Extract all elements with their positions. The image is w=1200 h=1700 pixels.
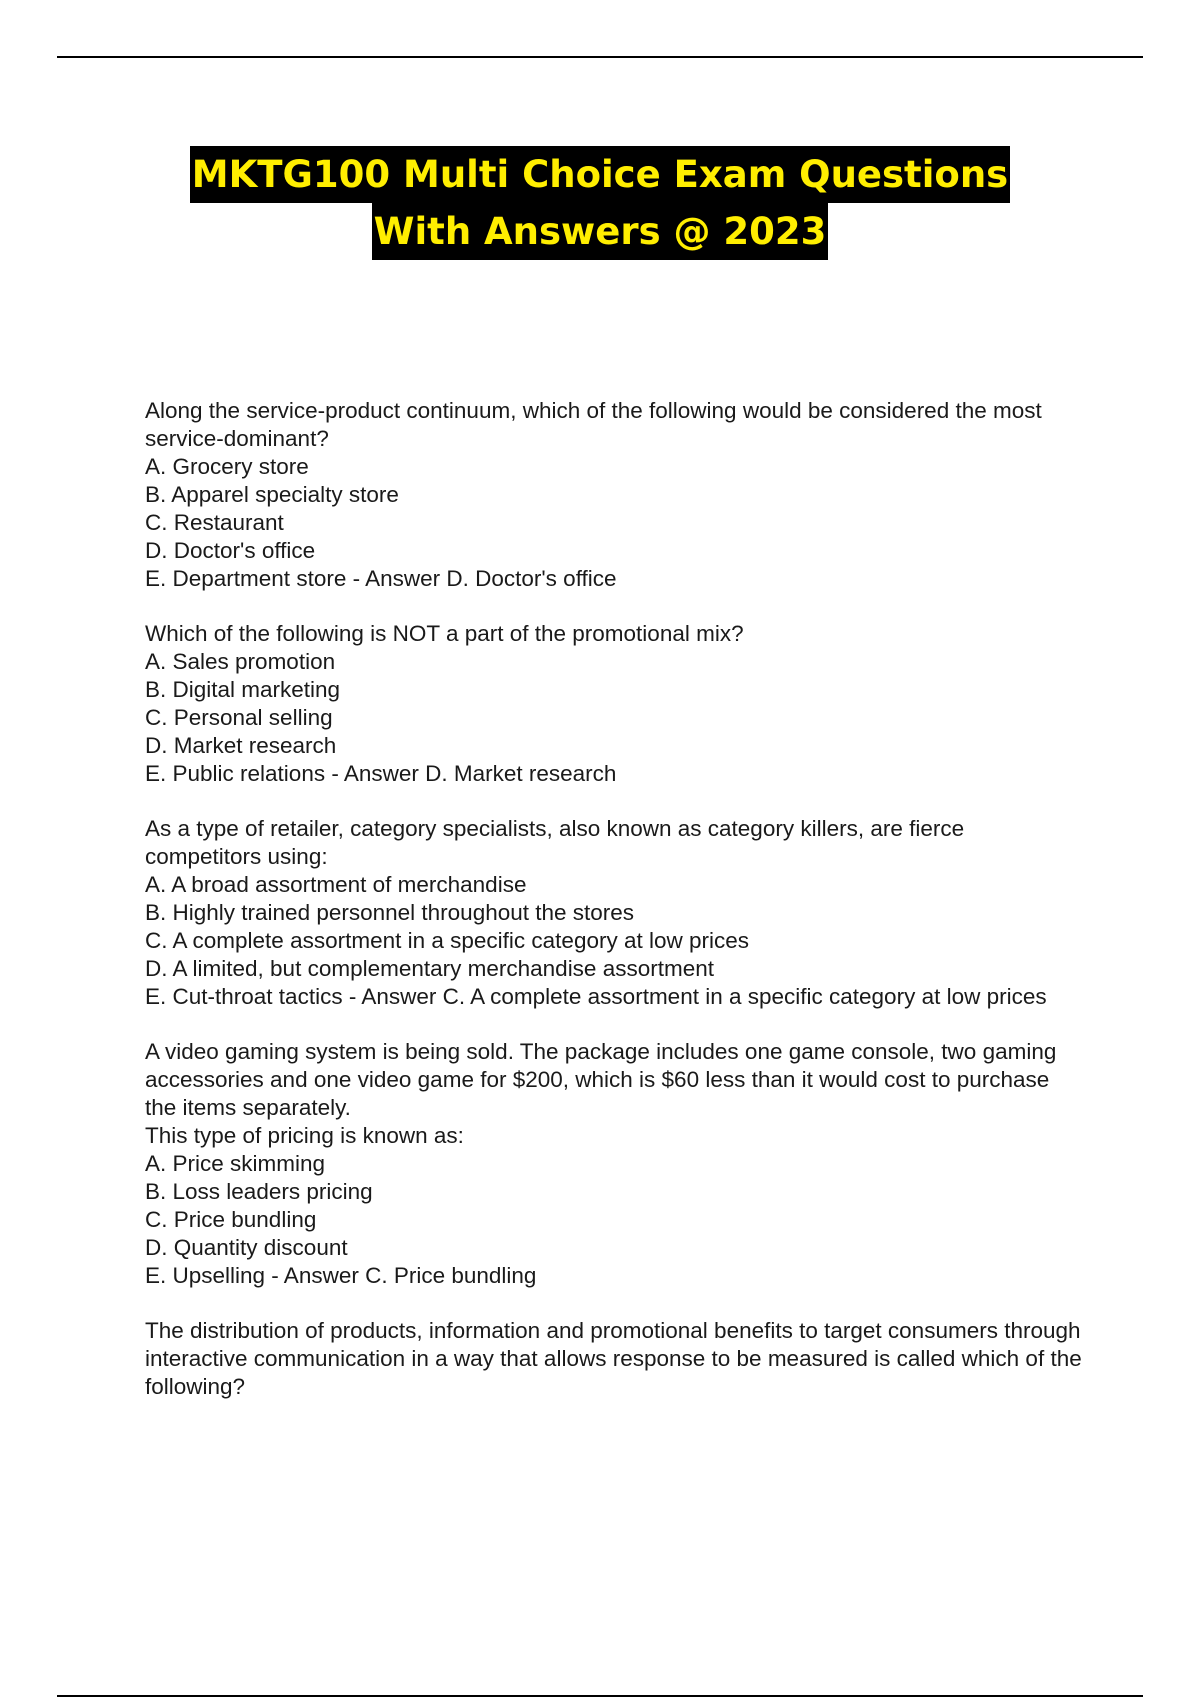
- question-1: [145, 397, 1085, 593]
- bottom-rule: [57, 1695, 1143, 1697]
- option-d: D. Doctor's office: [145, 538, 316, 563]
- option-c: C. Personal selling: [145, 705, 333, 730]
- question-text: As a type of retailer, category specialists, also known as category killers, are fierce competitors using:: [145, 816, 965, 869]
- option-e-with-answer: E. Cut-throat tactics - Answer C. A complete assortment in a specific category at low prices: [145, 984, 1047, 1009]
- document-title: [0, 146, 1200, 260]
- question-text-continued: This type of pricing is known as:: [145, 1123, 464, 1148]
- question-text: Along the service-product continuum, which of the following would be considered the most service-dominant?: [145, 398, 1042, 451]
- option-d: D. Quantity discount: [145, 1235, 348, 1260]
- option-d: D. A limited, but complementary merchandise assortment: [145, 956, 714, 981]
- option-c: C. A complete assortment in a specific category at low prices: [145, 928, 750, 953]
- option-c: C. Restaurant: [145, 510, 284, 535]
- questions-list: [145, 397, 1085, 1428]
- title-line-1: MKTG100 Multi Choice Exam Questions: [190, 146, 1010, 203]
- question-2: [145, 620, 1085, 788]
- option-b: B. Loss leaders pricing: [145, 1179, 373, 1204]
- option-b: B. Digital marketing: [145, 677, 341, 702]
- question-text: The distribution of products, information and promotional benefits to target consumers through interactive communication in a way that allows response to be measured is called which of the following?: [145, 1318, 1082, 1399]
- option-c: C. Price bundling: [145, 1207, 317, 1232]
- top-rule: [57, 56, 1143, 58]
- question-5: [145, 1317, 1085, 1401]
- option-a: A. Sales promotion: [145, 649, 336, 674]
- option-a: A. A broad assortment of merchandise: [145, 872, 527, 897]
- question-4: [145, 1038, 1085, 1290]
- option-b: B. Apparel specialty store: [145, 482, 399, 507]
- title-line-2: With Answers @ 2023: [372, 203, 829, 260]
- question-text: A video gaming system is being sold. The package includes one game console, two gaming accessories and one video game for $200, which is $60 less than it would cost to purchase the items separately.: [145, 1039, 1057, 1120]
- option-a: A. Price skimming: [145, 1151, 326, 1176]
- option-e-with-answer: E. Upselling - Answer C. Price bundling: [145, 1263, 537, 1288]
- option-a: A. Grocery store: [145, 454, 309, 479]
- question-3: [145, 815, 1085, 1011]
- option-e-with-answer: E. Public relations - Answer D. Market research: [145, 761, 617, 786]
- option-e-with-answer: E. Department store - Answer D. Doctor's office: [145, 566, 617, 591]
- question-text: Which of the following is NOT a part of the promotional mix?: [145, 621, 744, 646]
- option-b: B. Highly trained personnel throughout the stores: [145, 900, 635, 925]
- option-d: D. Market research: [145, 733, 337, 758]
